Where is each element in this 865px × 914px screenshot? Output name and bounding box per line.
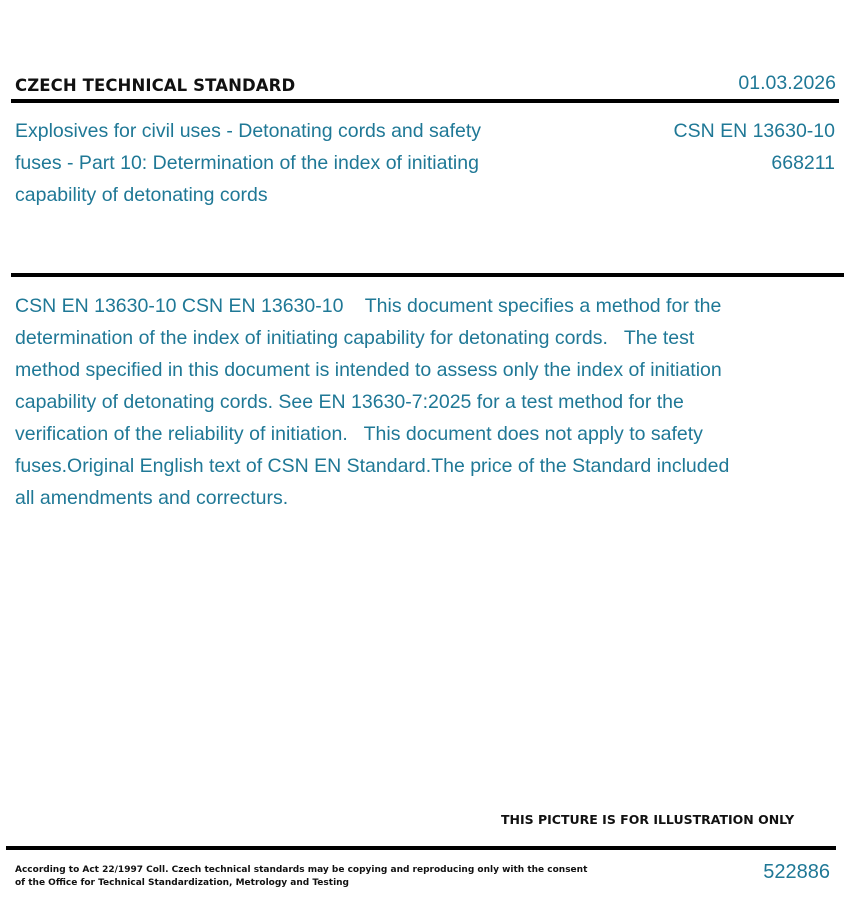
standard-label: CZECH TECHNICAL STANDARD — [15, 76, 296, 95]
document-title: Explosives for civil uses - Detonating cords and safety fuses - Part 10: Determination of the index of initiating capability of detonating cords — [15, 120, 482, 206]
document-id: 522886 — [763, 861, 830, 883]
illustration-note: THIS PICTURE IS FOR ILLUSTRATION ONLY — [501, 812, 795, 827]
publication-date: 01.03.2026 — [738, 72, 836, 94]
header-divider — [11, 99, 839, 103]
legal-notice: According to Act 22/1997 Coll. Czech technical standards may be copying and reproducing only with the consent of the Office for Technical Standardization, Metrology and Testing — [15, 865, 588, 888]
document-designation: CSN EN 13630-10 — [673, 120, 835, 142]
footer-divider — [6, 846, 836, 850]
document-abstract: CSN EN 13630-10 CSN EN 13630-10 This document specifies a method for the determination of the index of initiating capability for detonating cords. The test method specified in this document is intended to assess only the index of initiation capability of detonating cords. See EN 13630-7:2025 for a test method for the verification of the reliability of initiation. This document does not apply to safety fuses.Original English text of CSN EN Standard.The price of the Standard included all amendments and correcturs. — [15, 295, 735, 509]
document-classification: 668211 — [771, 152, 835, 174]
section-divider — [11, 273, 844, 277]
document-meta — [673, 115, 835, 179]
